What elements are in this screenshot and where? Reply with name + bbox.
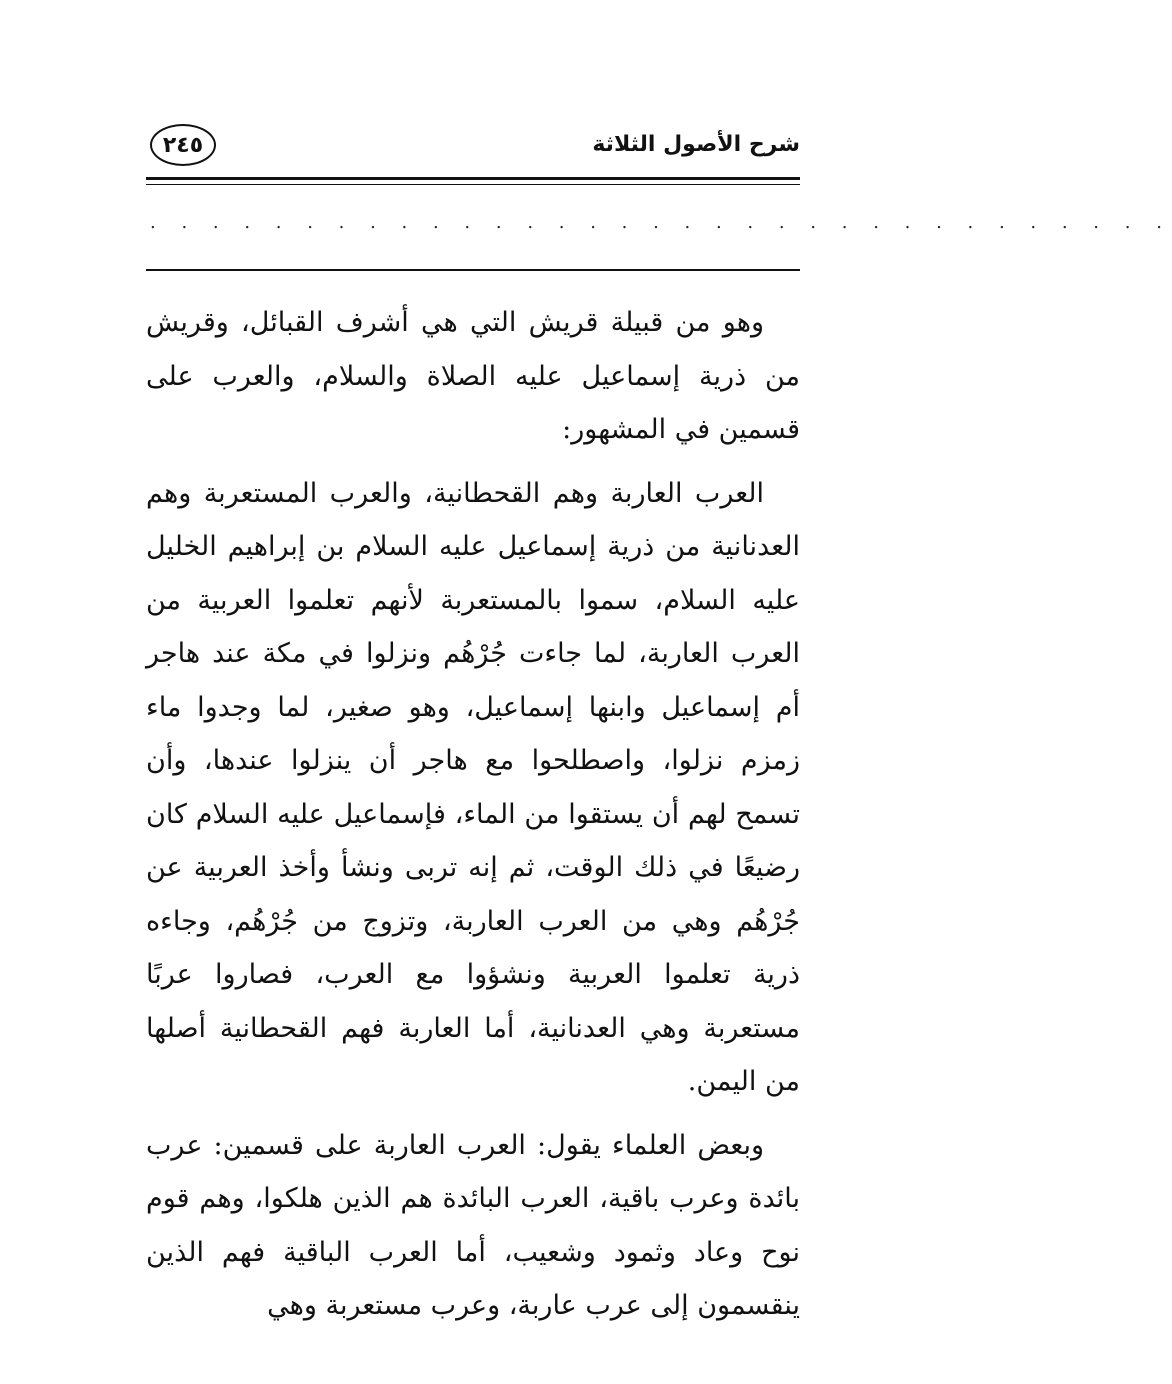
dotted-separator: . . . . . . . . . . . . . . . . . . . . . . . . . . . . . . . . . xyxy=(150,212,1172,233)
section-rule xyxy=(146,269,800,271)
paragraph: وبعض العلماء يقول: العرب العاربة على قسمين: عرب بائدة وعرب باقية، العرب البائدة هم الذين هلكوا، وهم قوم نوح وعاد وثمود وشعيب، أما العرب الباقية فهم الذين ينقسمون إلى عرب عاربة، وعرب مستعربة وهي xyxy=(146,1129,800,1321)
body-text xyxy=(146,296,800,1343)
page-header xyxy=(146,120,800,180)
book-title: شرح الأصول الثلاثة xyxy=(592,132,800,157)
header-rule xyxy=(146,177,800,180)
header-rule-thin xyxy=(146,184,800,185)
page-number: ٢٤٥ xyxy=(150,124,216,166)
paragraph: وهو من قبيلة قريش التي هي أشرف القبائل، وقريش من ذرية إسماعيل عليه الصلاة والسلام، والعرب على قسمين في المشهور: xyxy=(146,307,800,445)
paragraph: العرب العاربة وهم القحطانية، والعرب المستعربة وهم العدنانية من ذرية إسماعيل عليه السلام بن إبراهيم الخليل عليه السلام، سموا بالمستعربة لأنهم تعلموا العربية من العرب العاربة، لما جاءت جُرْهُم ونزلوا في مكة عند هاجر أم إسماعيل وابنها إسماعيل، وهو صغير، لما وجدوا ماء زمزم نزلوا، واصطلحوا مع هاجر أن ينزلوا عندها، وأن تسمح لهم أن يستقوا من الماء، فإسماعيل عليه السلام كان رضيعًا في ذلك الوقت، ثم إنه تربى ونشأ وأخذ العربية عن جُرْهُم وهي من العرب العاربة، وتزوج من جُرْهُم، وجاءه ذرية تعلموا العربية ونشؤوا مع العرب، فصاروا عربًا مستعربة وهي العدنانية، أما العاربة فهم القحطانية أصلها من اليمن. xyxy=(146,477,800,1097)
